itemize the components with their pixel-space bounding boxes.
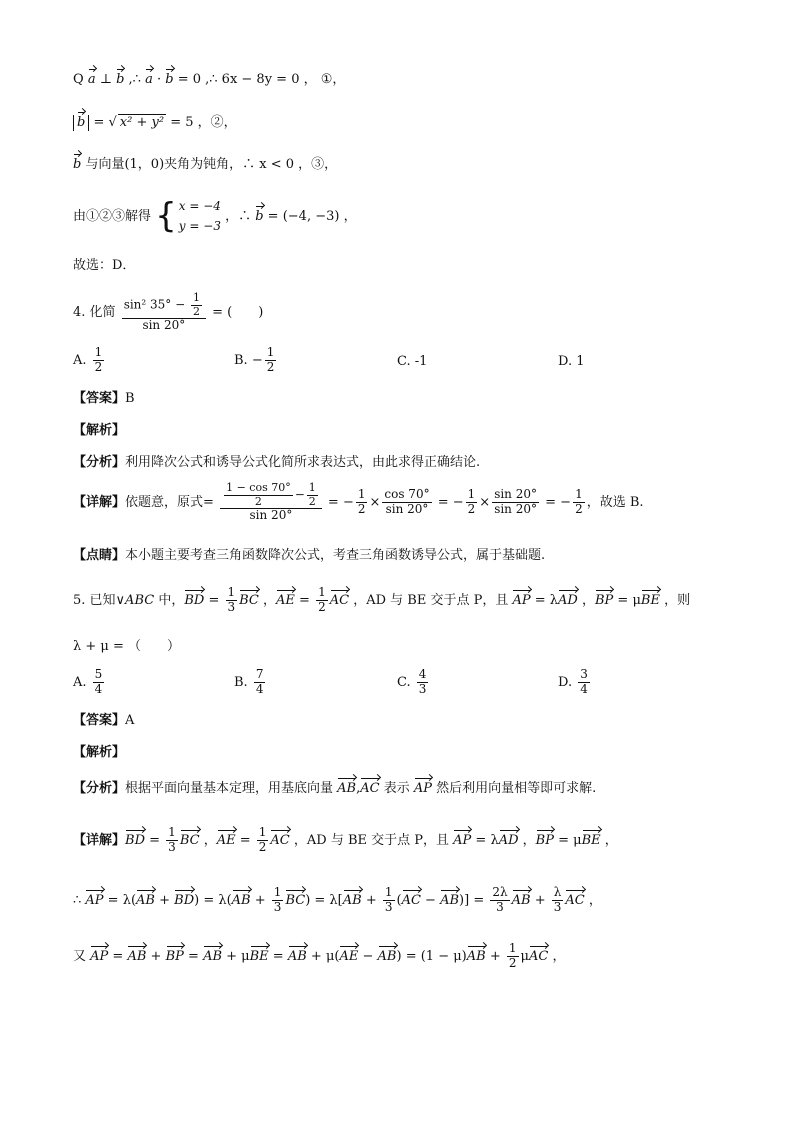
vector-b: b [73,157,82,172]
vector-ae: AE [276,592,295,608]
text: ， [584,892,602,908]
vector-ac: AC [401,892,421,908]
vector-bp: BP [535,832,554,848]
prev-line-3 [73,157,337,173]
q4-option-b[interactable] [234,346,278,375]
text: − [358,948,378,964]
text: 【点睛】 [73,548,126,563]
vector-ap: AP [85,892,104,908]
text: 1 [168,825,176,839]
text: 1 [467,487,476,502]
text: ⊥ [95,72,117,87]
text: = [204,592,224,608]
text: 4. 化简 [73,305,116,321]
vector-bp: BP [594,592,614,608]
text: ， [258,592,277,608]
text: = (−4, −3) ， [263,208,357,224]
text: 3 [273,899,282,914]
text: 【分析】 [73,455,126,470]
option-label: D. [558,354,573,369]
q5-stem-2: λ + μ = （ ） [73,639,181,654]
text: = λ( [103,892,137,908]
text: 1 [384,885,393,899]
text: sin 20° [142,318,186,333]
text: 【分析】 [73,781,126,796]
brace-glyph: { [155,196,177,237]
text: = [89,115,109,130]
text: 7 [255,667,264,681]
text: sin 20° [494,502,537,517]
text: = [183,948,204,964]
text: 1 [94,345,103,359]
text: 3 [168,839,176,854]
vector-bc: BC [239,592,259,608]
vector-b: b [165,72,174,87]
text: = [294,592,315,608]
text: 利用降次公式和诱导公式化简所求表达式，由此求得正确结论. [125,455,481,470]
vector-be: BE [581,832,601,848]
text: 1 [258,825,267,839]
text: ，∴ [220,208,256,224]
system-row: y = −3 [178,219,221,234]
answer-value: B [125,391,135,406]
text: = [268,948,288,964]
text: · [152,72,166,87]
text: ， [548,948,566,964]
text: 【解析】 [73,423,126,438]
text: 2 [258,839,267,854]
text: ( [396,892,402,908]
text: ,∴ [124,72,146,87]
q4-expression [122,292,206,333]
q4-option-d[interactable] [558,354,585,369]
text: 3 [227,599,236,614]
text: 然后利用向量相等即可求解. [432,781,597,796]
option-label: B. [234,674,248,690]
text: ， [577,592,595,608]
vector-bp: BP [165,948,184,964]
vector-be: BE [640,592,660,608]
text: + [146,948,166,964]
text: 【详解】 [73,495,126,511]
text: 3 [580,667,588,681]
text: 3 [418,681,427,696]
option-label: C. [397,354,411,369]
vector-b: b [255,208,264,224]
text: + μ [222,948,250,964]
q4-analysis-tag [73,423,125,439]
text: ， [199,832,217,848]
text: = 5 ，②， [166,115,237,130]
q4-stem [73,292,263,333]
text: = 0 ,∴ 6x − 8y = 0 ， ①， [173,72,346,87]
text: 1 [193,291,201,304]
text: = λ [471,832,499,848]
vector-ab: AB [466,948,486,964]
text: 2 [193,304,201,318]
text: × [369,495,381,511]
text: 又 [73,948,91,964]
option-label: B. [234,352,248,368]
vector-bc: BC [285,892,306,908]
text: 2 [318,599,326,614]
q5-option-d[interactable] [558,668,592,697]
text: = [145,832,165,848]
q4-answer [73,391,135,407]
text: + [250,892,270,908]
text: 2 [575,502,583,517]
text: 4 [94,681,103,696]
text: 与向量(1，0)夹角为钝角，∴ x < 0 ，③， [81,157,338,172]
text: )] = [459,892,489,908]
text: 1 − cos 70° [226,481,291,494]
q5-option-b[interactable] [234,668,267,697]
text: 1 [508,941,517,955]
text: 3 [496,899,504,914]
equation-system [179,196,221,237]
text: 中， [154,592,185,608]
text: 1 [273,885,282,899]
text: − [420,892,441,908]
text: 2 [94,359,103,374]
text: 2 [266,359,275,374]
text: ，则 [659,592,691,608]
text: + μ( [306,948,340,964]
vector-ac: AC [270,832,290,848]
text: − [251,352,263,368]
option-label: D. [558,674,573,690]
q5-detail-3 [73,942,565,971]
vector-ab: AB [342,892,362,908]
vector-ab: AB [127,948,147,964]
text: 1 [575,487,583,502]
text: = μ [613,592,641,608]
q4-fenxi [73,455,480,471]
text: = λ [530,592,559,608]
text: ， [600,832,618,848]
q5-detail-1 [73,826,618,855]
vector-ab: AB [377,948,397,964]
text: 由①②③解得 [73,208,152,224]
text: sin² 35° − [123,297,186,312]
answer-value: A [125,713,135,728]
q5-detail-2 [73,886,602,915]
answer-tag: 【答案】 [73,713,126,728]
vector-bd: BD [125,832,145,848]
option-label: C. [397,674,411,690]
text: 依题意，原式 [125,495,204,511]
text: -1 [414,354,428,369]
text: 1 [266,345,275,359]
q4-detail: 【详解】依题意，原式= $\frac{1 - \cos 70^\circ}{2}$ − $\frac{1}{2}$ sin 20° = − $\frac{1}{2}$ × $\frac{\cos 70^\circ}{\sin 20^\circ}$ = − $\frac{1}{2}$ × $\frac{\sin 20^\circ}{\sin 20^\circ}$ = − $\frac{1}{2}$ ，故选 B. [73,481,644,523]
vector-bc: BC [179,832,200,848]
vector-ap: AP [453,832,472,848]
vector-ab: AB [203,948,223,964]
text: = μ [553,832,582,848]
q5-answer [73,713,134,729]
vector-ae: AE [339,948,359,964]
text: ∨ABC [115,592,155,608]
system-row: x = −4 [178,199,221,213]
text: 1 [357,487,366,502]
text: ， [518,832,536,848]
text: 1 [576,354,585,369]
text: 2 [357,502,366,517]
vector-ap: AP [512,592,531,608]
text: + [361,892,381,908]
q5-option-a[interactable] [73,668,106,697]
answer-tag: 【答案】 [73,391,126,406]
text: ，AD 与 BE 交于点 P，且 [349,592,513,608]
text: ) = λ( [194,892,232,908]
text: 表示 [379,781,414,796]
text: 【解析】 [73,745,126,760]
vector-ac: AC [360,781,380,796]
text: = − [545,495,572,511]
q5-stem [73,586,690,615]
q4-option-c[interactable] [397,354,427,369]
vector-bd: BD [174,892,195,908]
text: 2λ [492,885,508,899]
text: + [154,892,175,908]
text: ) = (1 − μ) [396,948,467,964]
text: = ( ) [212,305,264,321]
text: 3 [384,899,393,914]
text: ∴ [73,892,86,908]
text: ) = λ[ [305,892,343,908]
option-label: A. [73,674,87,690]
q5-option-c[interactable] [397,668,430,697]
text: cos 70° [384,487,430,502]
text: = [235,832,255,848]
q4-option-a[interactable] [73,346,106,375]
vector-ab: AB [337,781,357,796]
text: 1 [308,481,316,494]
text: μ [520,948,529,964]
text: 3 [553,899,562,914]
text: ，故选 B. [586,495,644,511]
q5-analysis-tag [73,745,125,761]
text: λ [553,885,562,899]
option-label: A. [73,352,87,368]
q4-comment [73,548,545,564]
text: 2 [467,502,476,517]
text: 4 [418,667,427,681]
text: 5 [94,667,103,681]
text: 本小题主要考查三角函数降次公式，考查三角函数诱导公式，属于基础题. [125,548,546,563]
vector-ap: AP [90,948,109,964]
text: = [108,948,128,964]
text: × [479,495,491,511]
text: 4 [255,681,264,696]
prev-line-2: b = √ x² + y² = 5 ，②， [73,114,237,131]
vector-b: b [77,115,86,130]
vector-ac: AC [565,892,585,908]
vector-a: a [145,72,153,87]
vector-ap: AP [413,781,432,796]
vector-ac: AC [329,592,350,608]
sqrt-radicand: x² + y² [119,115,165,130]
vector-a: a [87,72,96,87]
text: Q [73,72,84,87]
text: 4 [580,681,588,696]
text: sin 20° [249,508,293,523]
text: 根据平面向量基本定理，用基底向量 [125,781,338,796]
prev-line-1 [73,72,345,88]
text: 1 [318,585,326,599]
text: 1 [227,585,236,599]
vector-b: b [116,72,125,87]
text: = [203,495,214,511]
vector-ab: AB [136,892,155,908]
text: 【详解】 [73,832,126,848]
text: = − [327,495,354,511]
text: 2 [308,494,316,508]
vector-ad: AD [558,592,578,608]
vector-ab: AB [440,892,460,908]
vector-ab: AB [511,892,531,908]
text: = − [437,495,464,511]
text: 2 [508,955,517,970]
text: + [530,892,550,908]
vector-be: BE [249,948,269,964]
text: , [356,781,361,796]
text: 2 [254,494,262,508]
text: ，AD 与 BE 交于点 P，且 [289,832,454,848]
text: sin 20° [494,487,537,502]
q5-fenxi [73,781,596,797]
vector-ad: AD [498,832,519,848]
vector-ac: AC [528,948,549,964]
vector-ab: AB [231,892,251,908]
prev-line-5: 故选：D． [73,258,136,273]
vector-bd: BD [184,592,205,608]
text: sin 20° [385,502,429,517]
text: 5. 已知 [73,592,116,608]
prev-line-4 [73,196,357,237]
vector-ab: AB [287,948,307,964]
text: + [485,948,505,964]
vector-ae: AE [216,832,236,848]
